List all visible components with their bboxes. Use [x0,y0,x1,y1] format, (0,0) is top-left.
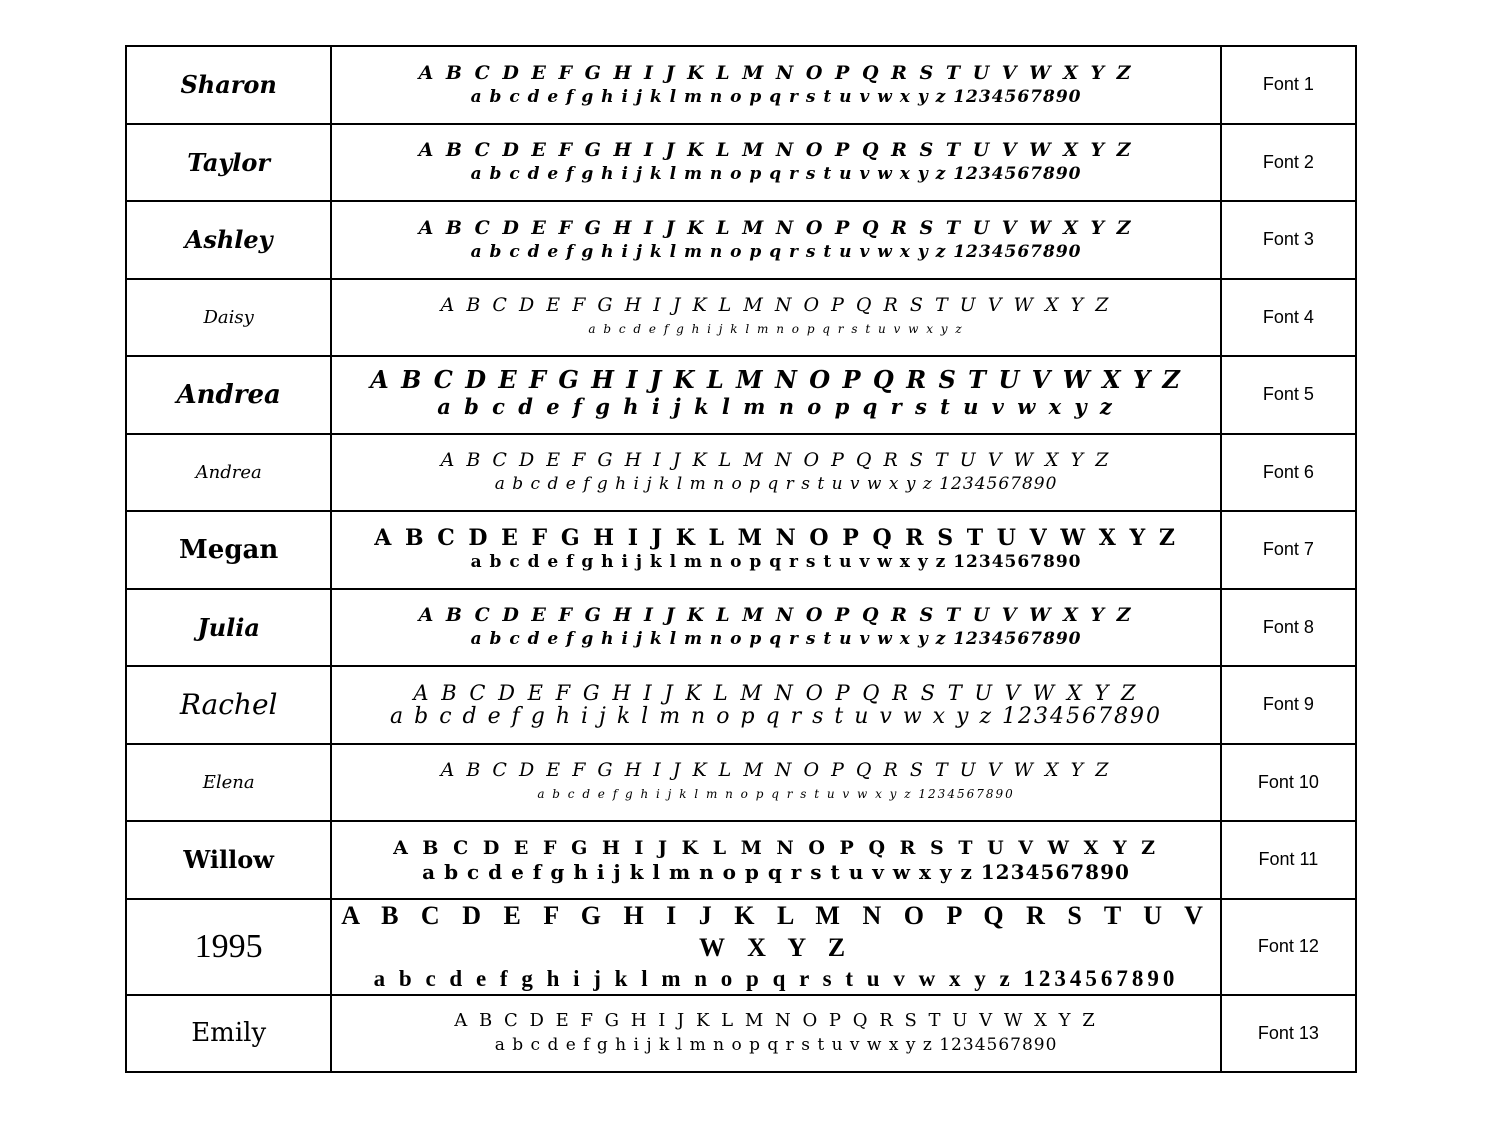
name-sample: Andrea [126,434,331,512]
name-sample: Ashley [126,201,331,279]
alphabet-sample [331,899,1220,995]
font-label: Font 5 [1221,356,1356,434]
lowercase-sample: a b c d e f g h i j k l m n o p q r s t u v w x y z 1234567890 [494,1035,1058,1056]
name-sample: Taylor [126,124,331,202]
font-row [126,511,1356,589]
font-row [126,744,1356,822]
font-row [126,434,1356,512]
lowercase-sample: a b c d e f g h i j k l m n o p q r s t u v w x y z 1234567890 [470,629,1082,650]
lowercase-sample: a b c d e f g h i j k l m n o p q r s t u v w x y z 1234567890 [373,965,1179,991]
name-sample: Elena [126,744,331,822]
alphabet-sample [331,589,1220,667]
font-label: Font 4 [1221,279,1356,357]
font-label: Font 10 [1221,744,1356,822]
name-sample: Rachel [126,666,331,744]
lowercase-sample: a b c d e f g h i j k l m n o p q r s t u v w x y z [588,322,964,337]
font-row [126,899,1356,995]
font-label: Font 11 [1221,821,1356,899]
alphabet-sample [331,434,1220,512]
uppercase-sample: A B C D E F G H I J K L M N O P Q R S T U V W X Y Z [440,294,1112,317]
uppercase-sample: A B C D E F G H I J K L M N O P Q R S T U V W X Y Z [418,61,1134,84]
font-label: Font 9 [1221,666,1356,744]
font-row [126,279,1356,357]
name-sample: Sharon [126,46,331,124]
name-sample: Willow [126,821,331,899]
font-label: Font 2 [1221,124,1356,202]
font-label: Font 6 [1221,434,1356,512]
font-label: Font 13 [1221,995,1356,1073]
uppercase-sample: A B C D E F G H I J K L M N O P Q R S T U V W X Y Z [418,604,1134,627]
lowercase-sample: a b c d e f g h i j k l m n o p q r s t u v w x y z 1234567890 [494,474,1058,495]
name-sample: Andrea [126,356,331,434]
alphabet-sample [331,666,1220,744]
lowercase-sample: a b c d e f g h i j k l m n o p q r s t u v w x y z 1234567890 [422,859,1130,884]
font-row [126,589,1356,667]
name-sample: Daisy [126,279,331,357]
lowercase-sample: a b c d e f g h i j k l m n o p q r s t u v w x y z 1234567890 [390,703,1163,729]
font-row [126,356,1356,434]
lowercase-sample: a b c d e f g h i j k l m n o p q r s t u v w x y z 1234567890 [470,86,1082,107]
font-row [126,821,1356,899]
font-row [126,124,1356,202]
alphabet-sample [331,995,1220,1073]
uppercase-sample: A B C D E F G H I J K L M N O P Q R S T U V W X Y Z [440,759,1112,782]
font-label: Font 7 [1221,511,1356,589]
font-row [126,46,1356,124]
uppercase-sample: A B C D E F G H I J K L M N O P Q R S T U V W X Y Z [341,900,1211,962]
alphabet-sample [331,356,1220,434]
alphabet-sample [331,511,1220,589]
uppercase-sample: A B C D E F G H I J K L M N O P Q R S T U V W X Y Z [418,139,1134,162]
uppercase-sample: A B C D E F G H I J K L M N O P Q R S T U V W X Y Z [374,524,1178,551]
alphabet-sample [331,124,1220,202]
name-sample: Julia [126,589,331,667]
lowercase-sample: a b c d e f g h i j k l m n o p q r s t u v w x y z [437,393,1115,419]
name-sample: 1995 [126,899,331,995]
font-row [126,201,1356,279]
lowercase-sample: a b c d e f g h i j k l m n o p q r s t u v w x y z 1234567890 [470,551,1082,572]
lowercase-sample: a b c d e f g h i j k l m n o p q r s t u v w x y z 1234567890 [537,787,1015,802]
font-row [126,995,1356,1073]
uppercase-sample: A B C D E F G H I J K L M N O P Q R S T U V W X Y Z [454,1010,1098,1032]
alphabet-sample [331,744,1220,822]
uppercase-sample: A B C D E F G H I J K L M N O P Q R S T U V W X Y Z [418,216,1134,239]
font-row [126,666,1356,744]
uppercase-sample: A B C D E F G H I J K L M N O P Q R S T U V W X Y Z [413,680,1139,705]
alphabet-sample [331,279,1220,357]
font-label: Font 8 [1221,589,1356,667]
uppercase-sample: A B C D E F G H I J K L M N O P Q R S T U V W X Y Z [370,364,1182,394]
alphabet-sample [331,46,1220,124]
lowercase-sample: a b c d e f g h i j k l m n o p q r s t u v w x y z 1234567890 [470,164,1082,185]
alphabet-sample [331,201,1220,279]
font-label: Font 1 [1221,46,1356,124]
lowercase-sample: a b c d e f g h i j k l m n o p q r s t u v w x y z 1234567890 [470,241,1082,262]
font-label: Font 12 [1221,899,1356,995]
name-sample: Emily [126,995,331,1073]
uppercase-sample: A B C D E F G H I J K L M N O P Q R S T U V W X Y Z [440,449,1112,472]
alphabet-sample [331,821,1220,899]
uppercase-sample: A B C D E F G H I J K L M N O P Q R S T U V W X Y Z [393,836,1160,859]
font-label: Font 3 [1221,201,1356,279]
font-table [125,45,1357,1073]
name-sample: Megan [126,511,331,589]
